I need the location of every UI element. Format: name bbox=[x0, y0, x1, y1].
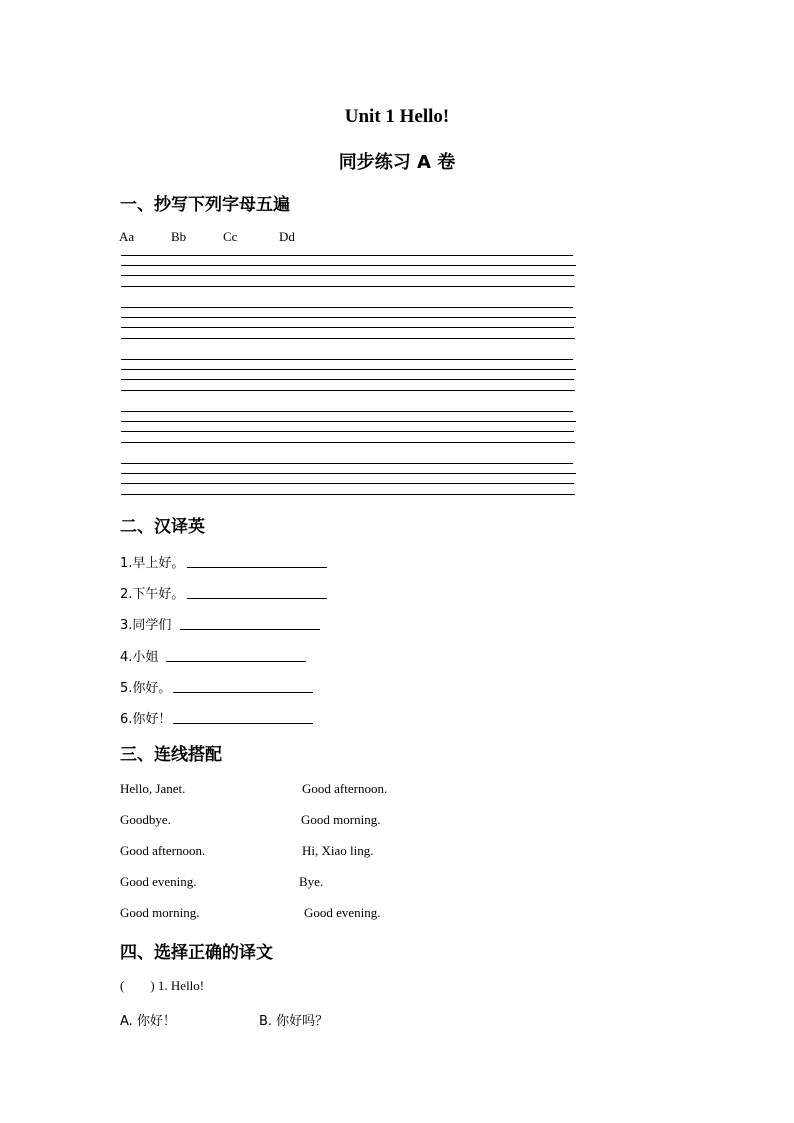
writing-grid-4[interactable] bbox=[121, 411, 576, 455]
item-number: 3. bbox=[120, 618, 133, 633]
translation-item-1 bbox=[120, 552, 184, 571]
item-number: 4. bbox=[120, 650, 133, 665]
section-4-heading: 四、选择正确的译文 bbox=[120, 943, 273, 963]
translation-item-2 bbox=[120, 583, 184, 602]
translation-item-3 bbox=[120, 614, 171, 633]
item-number: 5. bbox=[120, 681, 133, 696]
item-prompt: 早上好。 bbox=[132, 556, 185, 571]
match-right-item[interactable]: Good morning. bbox=[301, 812, 381, 827]
section-2-heading: 二、汉译英 bbox=[120, 517, 205, 537]
letter-cc: Cc bbox=[223, 229, 238, 244]
match-right-item[interactable]: Good evening. bbox=[304, 905, 381, 920]
item-number: 2. bbox=[120, 587, 133, 602]
answer-blank-6[interactable] bbox=[173, 711, 313, 724]
writing-grid-5[interactable] bbox=[121, 463, 576, 507]
letter-aa: Aa bbox=[119, 229, 135, 244]
match-left-item[interactable]: Goodbye. bbox=[120, 812, 171, 827]
answer-blank-3[interactable] bbox=[180, 617, 320, 630]
answer-blank-1[interactable] bbox=[187, 555, 327, 568]
section-1-heading: 一、抄写下列字母五遍 bbox=[120, 195, 290, 215]
item-prompt: 同学们 bbox=[132, 618, 172, 633]
page-title: Unit 1 Hello! bbox=[344, 106, 450, 127]
match-left-item[interactable]: Good afternoon. bbox=[120, 843, 206, 858]
answer-blank-4[interactable] bbox=[166, 649, 306, 662]
answer-blank-5[interactable] bbox=[173, 680, 313, 693]
writing-grid-3[interactable] bbox=[121, 359, 576, 403]
item-prompt: 你好。 bbox=[132, 681, 172, 696]
item-prompt: 你好！ bbox=[132, 712, 172, 727]
letter-bb: Bb bbox=[171, 229, 187, 244]
item-prompt: 小姐 bbox=[132, 650, 159, 665]
option-b[interactable]: B. 你好吗？ bbox=[259, 1014, 329, 1029]
letter-dd: Dd bbox=[279, 229, 295, 244]
match-left-item[interactable]: Hello, Janet. bbox=[120, 781, 186, 796]
page-subtitle: 同步练习 A 卷 bbox=[338, 152, 456, 173]
item-number: 6. bbox=[120, 712, 133, 727]
translation-item-4 bbox=[120, 646, 158, 665]
match-right-item[interactable]: Hi, Xiao ling. bbox=[302, 843, 374, 858]
answer-blank-2[interactable] bbox=[187, 586, 327, 599]
match-left-item[interactable]: Good morning. bbox=[120, 905, 200, 920]
writing-grid-1[interactable] bbox=[121, 255, 576, 299]
section-3-heading: 三、连线搭配 bbox=[120, 745, 222, 765]
option-a[interactable]: A. 你好！ bbox=[120, 1014, 176, 1029]
translation-item-6 bbox=[120, 708, 171, 727]
item-prompt: 下午好。 bbox=[132, 587, 185, 602]
match-left-item[interactable]: Good evening. bbox=[120, 874, 197, 889]
match-right-item[interactable]: Bye. bbox=[299, 874, 324, 889]
match-right-item[interactable]: Good afternoon. bbox=[302, 781, 388, 796]
question-1: ( ) 1. Hello! bbox=[120, 978, 205, 993]
writing-grid-2[interactable] bbox=[121, 307, 576, 351]
translation-item-5 bbox=[120, 677, 171, 696]
item-number: 1. bbox=[120, 556, 133, 571]
